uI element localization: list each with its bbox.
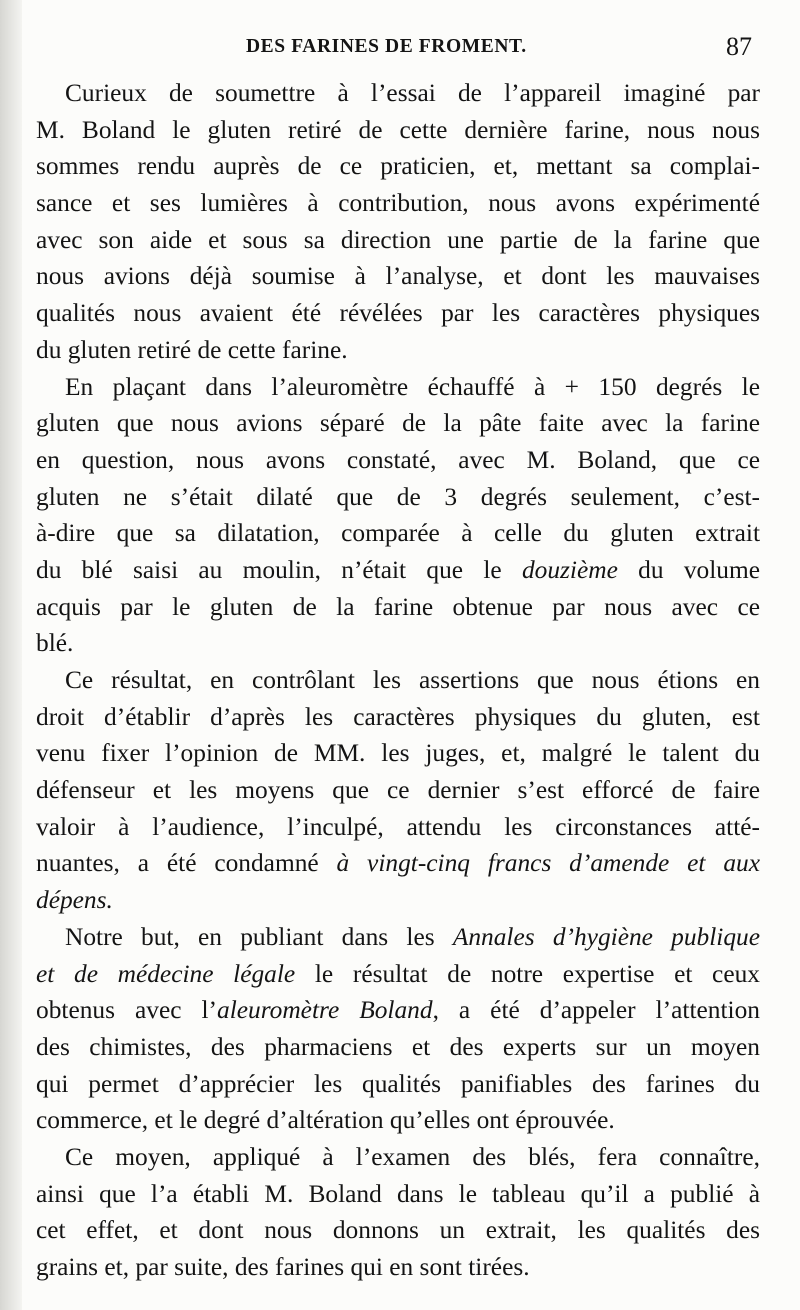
- text-line: [36, 222, 760, 259]
- text-line: [36, 1102, 760, 1139]
- body-text: [36, 75, 760, 1286]
- text-line: [36, 919, 760, 956]
- text-segment: acquis par le gluten de la farine obtenue par nous avec ce: [36, 592, 760, 621]
- text-segment: Curieux de soumettre à l’essai de l’appareil imaginé par: [65, 79, 760, 107]
- page-number: 87: [726, 32, 752, 61]
- text-segment: grains et, par suite, des farines qui en sont tirées.: [36, 1253, 530, 1281]
- text-segment: nous avions déjà soumise à l’analyse, et dont les mauvaises: [36, 262, 760, 291]
- text-segment: des chimistes, des pharmaciens et des experts sur un moyen: [36, 1032, 760, 1061]
- text-segment: blé.: [36, 629, 74, 658]
- text-line: [36, 735, 760, 772]
- text-line: [36, 1139, 760, 1176]
- text-line: [36, 809, 760, 846]
- text-segment: qualités nous avaient été révélées par les caractères physiques: [36, 299, 760, 328]
- text-line: [36, 442, 760, 479]
- text-segment: ainsi que l’a établi M. Boland dans le tableau qu’il a publié à: [36, 1179, 760, 1208]
- italic-text: dépens.: [36, 886, 113, 915]
- text-segment: venu fixer l’opinion de MM. les juges, et, malgré le talent du: [36, 739, 760, 768]
- text-line: [36, 589, 760, 626]
- text-segment: avec son aide et sous sa direction une partie de la farine que: [36, 225, 760, 254]
- italic-text: aleuromètre Boland: [217, 996, 433, 1025]
- running-title: DES FARINES DE FROMENT.: [246, 36, 527, 57]
- text-segment: cet effet, et dont nous donnons un extrait, les qualités des: [36, 1216, 760, 1245]
- text-line: [36, 699, 760, 736]
- text-line: [36, 479, 760, 516]
- text-line: [36, 956, 760, 993]
- italic-text: Annales d’hygiène publique: [452, 922, 760, 951]
- text-segment: gluten ne s’était dilaté que de 3 degrés seulement, c’est-: [36, 482, 760, 511]
- text-segment: valoir à l’audience, l’inculpé, attendu les circonstances atté-: [36, 812, 760, 841]
- text-line: [36, 1212, 760, 1249]
- text-segment: défenseur et les moyens que ce dernier s’est efforcé de faire: [36, 776, 760, 805]
- text-line: [36, 332, 760, 369]
- text-line: [36, 515, 760, 552]
- text-segment: droit d’établir d’après les caractères physiques du gluten, est: [36, 702, 760, 731]
- text-line: [36, 185, 760, 222]
- italic-text: douzième: [521, 555, 618, 584]
- text-segment: En plaçant dans l’aleuromètre échauffé à + 150 degrés le: [65, 372, 760, 401]
- text-segment: nuantes, a été condamné: [36, 849, 337, 878]
- text-line: [36, 882, 760, 919]
- text-line: [36, 845, 760, 882]
- text-line: [36, 1066, 760, 1103]
- italic-text: et de médecine légale: [36, 959, 296, 988]
- text-segment: obtenus avec l’: [36, 996, 217, 1025]
- text-line: [36, 662, 760, 699]
- text-segment: du gluten retiré de cette farine.: [36, 335, 348, 364]
- text-segment: du volume: [617, 555, 760, 584]
- text-line: [36, 112, 760, 149]
- text-line: [36, 258, 760, 295]
- text-segment: gluten que nous avions séparé de la pâte faite avec la farine: [36, 409, 760, 438]
- text-line: [36, 148, 760, 185]
- text-line: [36, 405, 760, 442]
- text-line: [36, 295, 760, 332]
- text-segment: Ce moyen, appliqué à l’examen des blés, fera connaître,: [65, 1142, 760, 1171]
- text-line: [36, 369, 760, 406]
- text-segment: sommes rendu auprès de ce praticien, et, mettant sa complai-: [36, 152, 760, 181]
- text-segment: Ce résultat, en contrôlant les assertions que nous étions en: [65, 666, 760, 694]
- text-segment: , a été d’appeler l’attention: [432, 996, 760, 1025]
- running-header: [36, 28, 752, 68]
- text-segment: le résultat de notre expertise et ceux: [295, 959, 760, 988]
- text-segment: du blé saisi au moulin, n’était que le: [36, 555, 522, 584]
- text-line: [36, 1249, 760, 1286]
- text-line: [36, 75, 760, 112]
- text-segment: Notre but, en publiant dans les: [65, 922, 453, 951]
- text-segment: commerce, et le degré d’altération qu’elles ont éprouvée.: [36, 1106, 615, 1135]
- text-line: [36, 625, 760, 662]
- text-line: [36, 1029, 760, 1066]
- text-line: [36, 992, 760, 1029]
- text-segment: à-dire que sa dilatation, comparée à celle du gluten extrait: [36, 519, 760, 548]
- text-line: [36, 1176, 760, 1213]
- text-segment: qui permet d’apprécier les qualités panifiables des farines du: [36, 1069, 760, 1098]
- text-segment: sance et ses lumières à contribution, nous avons expérimenté: [36, 189, 760, 218]
- text-line: [36, 552, 760, 589]
- text-segment: en question, nous avons constaté, avec M. Boland, que ce: [36, 445, 760, 474]
- italic-text: à vingt-cinq francs d’amende et aux: [336, 849, 760, 878]
- text-line: [36, 772, 760, 809]
- page-edge-shadow: [0, 0, 22, 1310]
- text-segment: M. Boland le gluten retiré de cette dernière farine, nous nous: [36, 115, 760, 144]
